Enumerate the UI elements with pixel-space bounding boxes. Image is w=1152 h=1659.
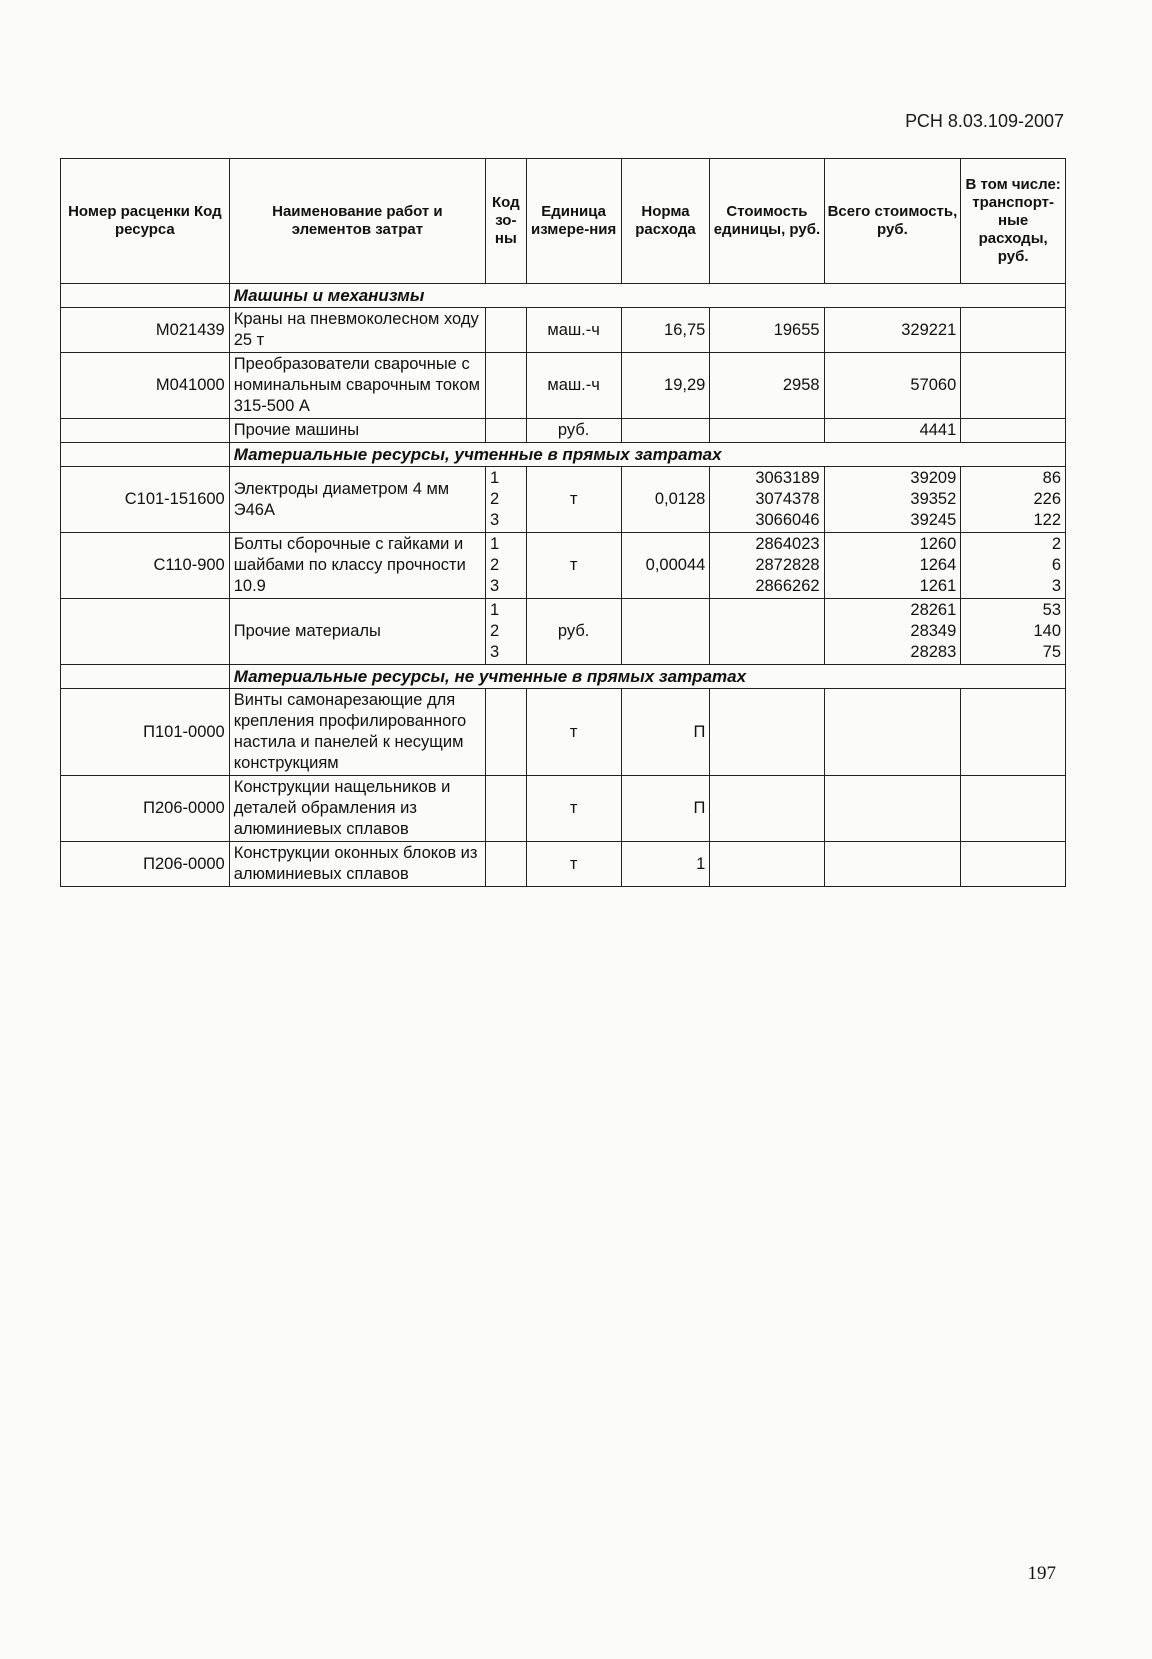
resource-name: Прочие машины xyxy=(229,419,485,443)
resource-name: Болты сборочные с гайками и шайбами по классу прочности 10.9 xyxy=(229,533,485,599)
resource-norm: П xyxy=(621,776,710,842)
resource-code: М041000 xyxy=(61,353,230,419)
zone-codes: 1 2 3 xyxy=(486,599,527,665)
zone-codes: 1 2 3 xyxy=(486,533,527,599)
section-title-machines: Машины и механизмы xyxy=(229,284,1065,308)
resource-code: П101-0000 xyxy=(61,689,230,776)
col-header-total-cost: Всего стоимость, руб. xyxy=(824,159,961,284)
table-row xyxy=(61,689,1066,776)
table-row xyxy=(61,467,1066,533)
resource-unit: т xyxy=(526,689,621,776)
resource-total-cost: 329221 xyxy=(824,308,961,353)
resource-unit-cost: 2958 xyxy=(710,353,824,419)
resource-unit: руб. xyxy=(526,419,621,443)
resource-norm: П xyxy=(621,689,710,776)
col-header-zone: Код зо-ны xyxy=(486,159,527,284)
resource-unit-cost: 19655 xyxy=(710,308,824,353)
resource-unit: т xyxy=(526,776,621,842)
table-row xyxy=(61,599,1066,665)
resource-code: С101-151600 xyxy=(61,467,230,533)
resource-total-cost: 39209 39352 39245 xyxy=(824,467,961,533)
table-row xyxy=(61,419,1066,443)
resource-norm: 0,0128 xyxy=(621,467,710,533)
resource-total-cost: 28261 28349 28283 xyxy=(824,599,961,665)
resource-transport-cost: 53 140 75 xyxy=(961,599,1066,665)
resource-total-cost: 4441 xyxy=(824,419,961,443)
table-header-row xyxy=(61,159,1066,284)
resource-name: Краны на пневмоколесном ходу 25 т xyxy=(229,308,485,353)
resource-transport-cost: 2 6 3 xyxy=(961,533,1066,599)
table-row xyxy=(61,533,1066,599)
col-header-name: Наименование работ и элементов затрат xyxy=(229,159,485,284)
zone-codes: 1 2 3 xyxy=(486,467,527,533)
resource-name: Преобразователи сварочные с номинальным сварочным током 315-500 А xyxy=(229,353,485,419)
page-number: 197 xyxy=(1027,1563,1056,1584)
resource-transport-cost: 86 226 122 xyxy=(961,467,1066,533)
resource-unit: т xyxy=(526,842,621,887)
col-header-unit: Единица измере-ния xyxy=(526,159,621,284)
table-row xyxy=(61,842,1066,887)
resource-norm: 16,75 xyxy=(621,308,710,353)
resource-unit-cost: 3063189 3074378 3066046 xyxy=(710,467,824,533)
document-reference: РСН 8.03.109-2007 xyxy=(905,111,1064,131)
resource-total-cost: 1260 1264 1261 xyxy=(824,533,961,599)
resource-total-cost: 57060 xyxy=(824,353,961,419)
col-header-code: Номер расценки Код ресурса xyxy=(61,159,230,284)
col-header-norm: Норма расхода xyxy=(621,159,710,284)
resource-unit-cost: 2864023 2872828 2866262 xyxy=(710,533,824,599)
section-row xyxy=(61,665,1066,689)
resource-name: Электроды диаметром 4 мм Э46А xyxy=(229,467,485,533)
col-header-unit-cost: Стоимость единицы, руб. xyxy=(710,159,824,284)
resource-code: П206-0000 xyxy=(61,776,230,842)
resource-unit: маш.-ч xyxy=(526,353,621,419)
resource-cost-table xyxy=(60,158,1066,887)
table-row xyxy=(61,308,1066,353)
section-row xyxy=(61,284,1066,308)
resource-norm: 19,29 xyxy=(621,353,710,419)
section-row xyxy=(61,443,1066,467)
resource-unit: руб. xyxy=(526,599,621,665)
table-row xyxy=(61,353,1066,419)
table-row xyxy=(61,776,1066,842)
section-title-materials-excluded: Материальные ресурсы, не учтенные в прямых затратах xyxy=(229,665,1065,689)
resource-name: Конструкции нащельников и деталей обрамления из алюминиевых сплавов xyxy=(229,776,485,842)
resource-unit: т xyxy=(526,533,621,599)
resource-code: С110-900 xyxy=(61,533,230,599)
resource-name: Винты самонарезающие для крепления профилированного настила и панелей к несущим конструкциям xyxy=(229,689,485,776)
resource-unit: маш.-ч xyxy=(526,308,621,353)
resource-unit: т xyxy=(526,467,621,533)
section-title-materials-included: Материальные ресурсы, учтенные в прямых затратах xyxy=(229,443,1065,467)
resource-code: П206-0000 xyxy=(61,842,230,887)
resource-norm: 0,00044 xyxy=(621,533,710,599)
resource-name: Конструкции оконных блоков из алюминиевых сплавов xyxy=(229,842,485,887)
resource-code: М021439 xyxy=(61,308,230,353)
resource-name: Прочие материалы xyxy=(229,599,485,665)
resource-norm: 1 xyxy=(621,842,710,887)
col-header-transport: В том числе: транспорт-ные расходы, руб. xyxy=(961,159,1066,284)
